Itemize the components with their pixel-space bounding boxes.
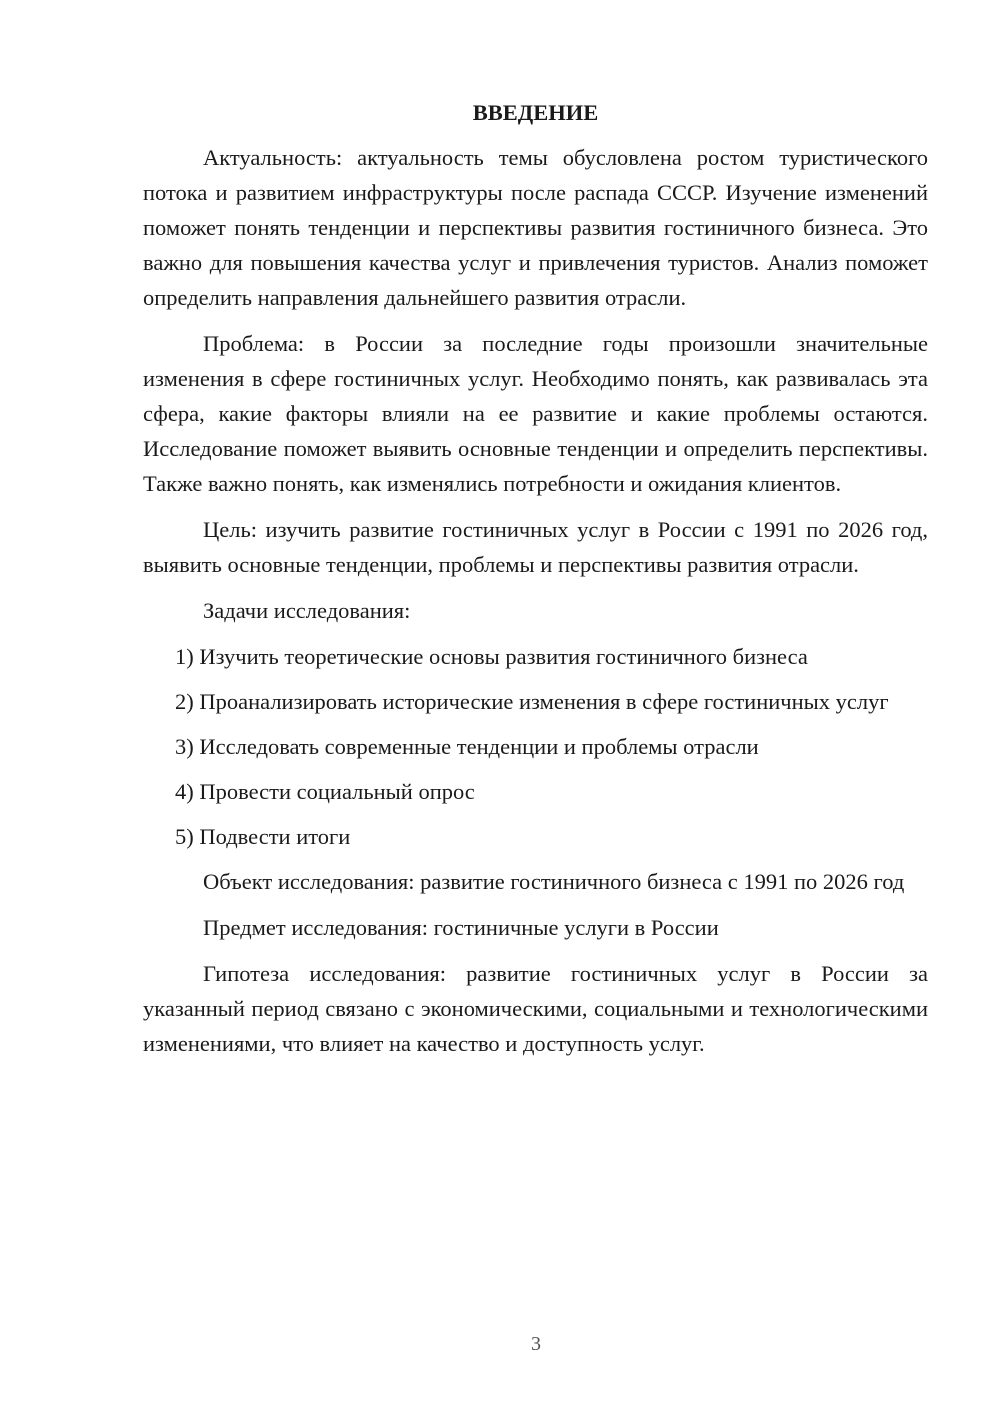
task-item-4: 4) Провести социальный опрос bbox=[175, 779, 475, 804]
hypothesis-paragraph: Гипотеза исследования: развитие гостиничных услуг в России за указанный период связано с экономическими, социальными и технологическими изменениями, что влияет на качество и доступность услуг. bbox=[143, 961, 928, 1056]
page-title: ВВЕДЕНИЕ bbox=[472, 100, 599, 125]
problem-paragraph: Проблема: в России за последние годы произошли значительные изменения в сфере гостиничных услуг. Необходимо понять, как развивалась эта сфера, какие факторы влияли на ее развитие и какие проблемы остаются. Исследование поможет выявить основные тенденции и определить перспективы. Также важно понять, как изменялись потребности и ожидания клиентов. bbox=[143, 331, 928, 496]
task-item-1: 1) Изучить теоретические основы развития гостиничного бизнеса bbox=[175, 644, 808, 669]
tasks-heading: Задачи исследования: bbox=[203, 598, 411, 623]
relevance-paragraph: Актуальность: актуальность темы обусловлена ростом туристического потока и развитием инфраструктуры после распада СССР. Изучение изменений поможет понять тенденции и перспективы развития гостиничного бизнеса. Это важно для повышения качества услуг и привлечения туристов. Анализ поможет определить направления дальнейшего развития отрасли. bbox=[143, 145, 928, 310]
task-item-5: 5) Подвести итоги bbox=[175, 824, 351, 849]
task-item-3: 3) Исследовать современные тенденции и проблемы отрасли bbox=[175, 734, 759, 759]
object-paragraph: Объект исследования: развитие гостиничного бизнеса с 1991 по 2026 год bbox=[203, 869, 905, 894]
goal-paragraph: Цель: изучить развитие гостиничных услуг в России с 1991 по 2026 год, выявить основные тенденции, проблемы и перспективы развития отрасли. bbox=[143, 517, 928, 577]
subject-paragraph: Предмет исследования: гостиничные услуги в России bbox=[203, 915, 719, 940]
task-item-2: 2) Проанализировать исторические изменения в сфере гостиничных услуг bbox=[175, 689, 889, 714]
document-body bbox=[143, 95, 928, 1072]
page-number: 3 bbox=[531, 1333, 541, 1355]
